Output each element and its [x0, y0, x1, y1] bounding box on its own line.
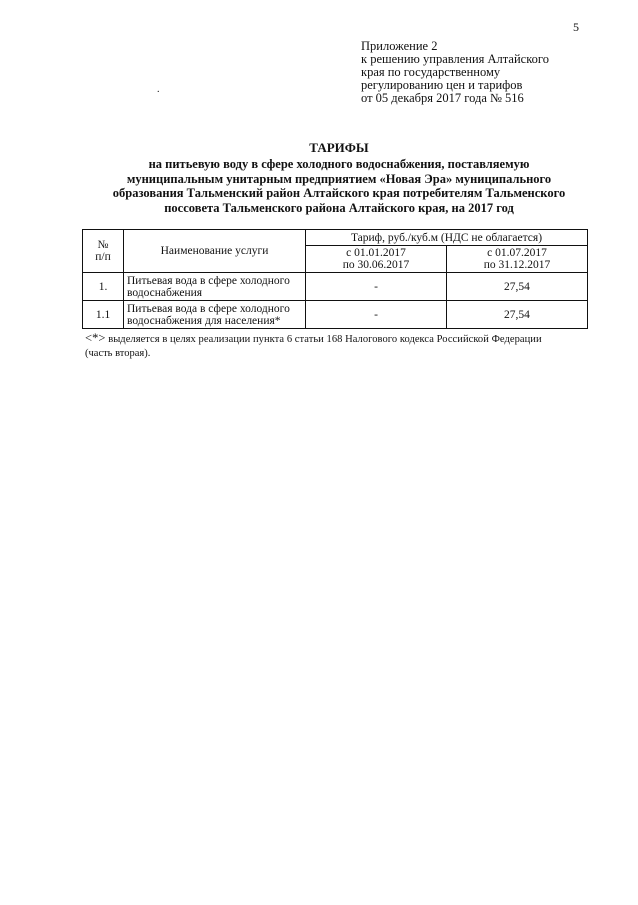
period-line2: по 31.12.2017	[483, 259, 551, 271]
service-name-line2: водоснабжения для населения*	[127, 314, 281, 327]
appendix-line: регулированию цен и тарифов	[361, 78, 523, 92]
appendix-line: Приложение 2	[361, 39, 438, 53]
header-num	[83, 230, 124, 273]
appendix-line: края по государственному	[361, 65, 501, 79]
appendix-header	[361, 40, 611, 105]
header-num-line1: №	[97, 239, 109, 251]
service-name-line1: Питьевая вода в сфере холодного	[127, 274, 290, 287]
row-value-period-1: -	[306, 273, 447, 301]
tariff-table	[82, 229, 588, 329]
header-num-line2: п/п	[95, 251, 111, 263]
page-number: 5	[573, 20, 579, 34]
header-service-name: Наименование услуги	[124, 230, 306, 273]
row-value-period-2: 27,54	[446, 273, 587, 301]
footnote-line1	[85, 331, 590, 347]
footnote	[85, 331, 590, 361]
footnote-mark: <*>	[85, 331, 106, 345]
period-line2: по 30.06.2017	[342, 259, 410, 271]
footnote-line2: (часть вторая).	[85, 348, 151, 359]
header-period-1	[306, 246, 447, 273]
row-service-name	[124, 301, 306, 329]
period-line1: с 01.07.2017	[487, 247, 547, 259]
row-value-period-2: 27,54	[446, 301, 587, 329]
footnote-text: выделяется в целях реализации пункта 6 статьи 168 Налогового кодекса Российской Федерации	[108, 334, 542, 345]
row-service-name	[124, 273, 306, 301]
service-name-line1: Питьевая вода в сфере холодного	[127, 302, 290, 315]
appendix-line: от 05 декабря 2017 года № 516	[361, 91, 524, 105]
subtitle-line: муниципальным унитарным предприятием «Новая Эра» муниципального	[126, 171, 552, 186]
header-period-2	[446, 246, 587, 273]
service-name-line2: водоснабжения	[127, 286, 203, 299]
table-header-row	[83, 230, 588, 246]
stray-mark: .	[157, 84, 160, 95]
subtitle-line: на питьевую воду в сфере холодного водоснабжения, поставляемую	[148, 157, 530, 171]
document-title: ТАРИФЫ	[309, 140, 369, 155]
period-line1: с 01.01.2017	[346, 247, 406, 259]
row-num: 1.1	[83, 301, 124, 329]
row-value-period-1: -	[306, 301, 447, 329]
appendix-line: к решению управления Алтайского	[361, 52, 549, 66]
row-num: 1.	[83, 273, 124, 301]
subtitle-line: поссовета Тальменского района Алтайского края, на 2017 год	[164, 200, 514, 215]
document-subtitle	[40, 157, 638, 215]
subtitle-line: образования Тальменский район Алтайского края потребителям Тальменского	[112, 186, 566, 200]
table-row	[83, 301, 588, 329]
header-tariff-group: Тариф, руб./куб.м (НДС не облагается)	[306, 230, 588, 246]
table-row	[83, 273, 588, 301]
